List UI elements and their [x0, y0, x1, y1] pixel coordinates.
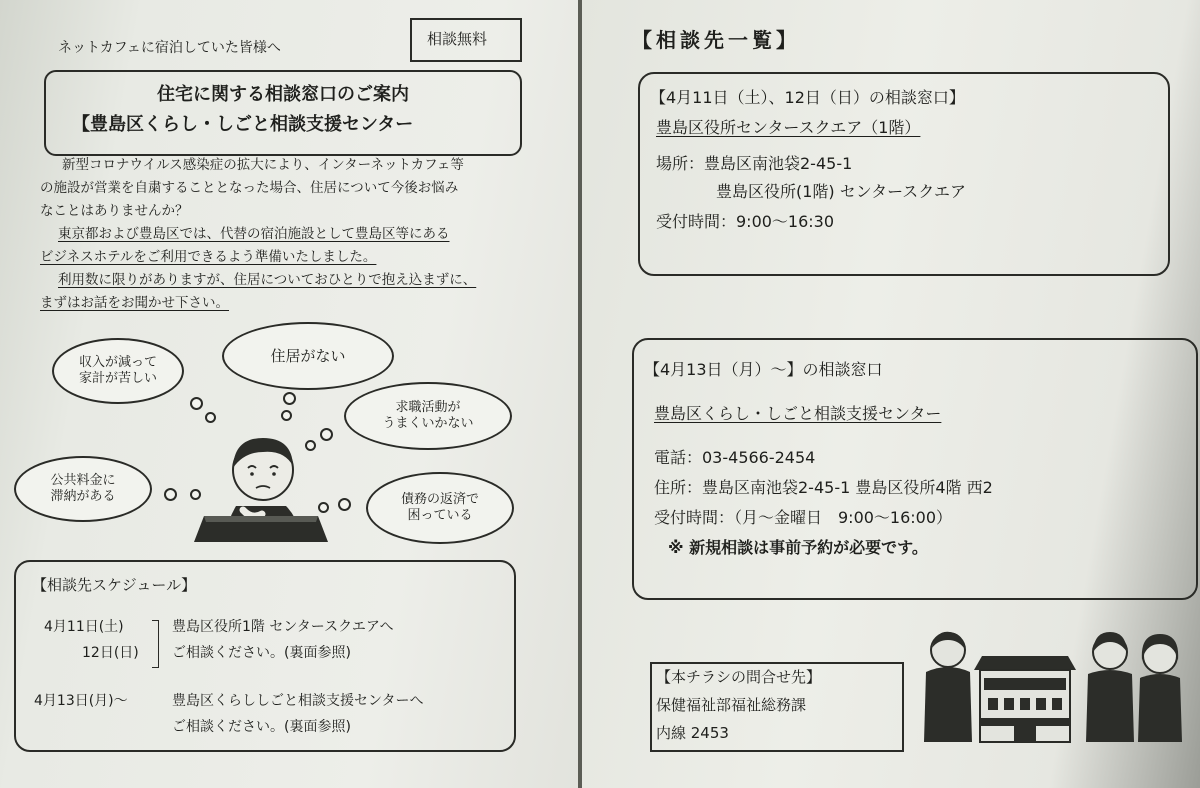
thought-dot [205, 412, 216, 423]
contact-heading: 【本チラシの問合せ先】 [656, 668, 822, 686]
box2-hours: 受付時間：（月～金曜日 9:00～16:00） [654, 508, 953, 527]
box-weekday-window [632, 338, 1198, 600]
schedule-date-1: 4月11日(土) [44, 619, 124, 635]
schedule-place-1-line-1: 豊島区役所1階 センタースクエアへ [172, 619, 394, 635]
schedule-bracket [152, 620, 159, 668]
box2-venue: 豊島区くらし・しごと相談支援センター [654, 404, 942, 423]
schedule-place-1-line-2: ご相談ください。(裏面参照) [172, 645, 351, 661]
staff-figure-2 [1086, 632, 1134, 742]
body-line-5: ビジネスホテルをご利用できるよう準備いたしました。 [40, 249, 377, 265]
title-line-1: 住宅に関する相談窓口のご案内 [157, 84, 409, 105]
body-line-6: 利用数に限りがありますが、住居についておひとりで抱え込まずに、 [58, 272, 477, 288]
free-badge-label: 相談無料 [427, 30, 488, 48]
bubble-job: 求職活動が うまくいかない [344, 382, 512, 450]
schedule-date-2: 12日(日) [82, 645, 139, 661]
box1-header: 【4月11日（土）、12日（日）の相談窓口】 [650, 88, 965, 107]
body-line-1: 新型コロナウイルス感染症の拡大により、インターネットカフェ等 [62, 157, 464, 173]
schedule-place-2-line-1: 豊島区くらししごと相談支援センターへ [172, 693, 424, 709]
body-line-4: 東京都および豊島区では、代替の宿泊施設として豊島区等にある [58, 226, 450, 242]
box2-address: 住所：豊島区南池袋2-45-1 豊島区役所4階 西2 [654, 478, 993, 497]
bubble-debt: 債務の返済で 困っている [366, 472, 514, 544]
greeting: ネットカフェに宿泊していた皆様へ [58, 40, 281, 56]
right-heading: 【相談先一覧】 [632, 28, 800, 52]
left-page [0, 0, 578, 788]
contact-dept: 保健福祉部福祉総務課 [656, 696, 807, 714]
box1-place-line-2: 豊島区役所(1階) センタースクエア [716, 182, 966, 201]
staff-and-building-illustration [918, 626, 1188, 746]
thought-dot [164, 488, 177, 501]
box1-hours: 受付時間：9:00～16:30 [656, 212, 835, 231]
free-badge [410, 18, 522, 62]
title-box [44, 70, 522, 156]
body-line-3: なことはありませんか？ [40, 203, 189, 219]
right-page [582, 0, 1200, 788]
box2-header: 【4月13日（月）～】の相談窓口 [644, 360, 883, 379]
box-weekend-window [638, 72, 1170, 276]
bubble-income: 収入が減って 家計が苦しい [52, 338, 184, 404]
box2-phone: 電話：03-4566-2454 [654, 448, 816, 467]
staff-figure-3 [1138, 634, 1182, 742]
thought-dot [283, 392, 296, 405]
worried-person-illustration [188, 424, 338, 546]
bubble-no-home: 住居がない [222, 322, 394, 390]
thought-dot [281, 410, 292, 421]
bubble-utility: 公共料金に 滞納がある [14, 456, 152, 522]
body-line-2: の施設が営業を自粛することとなった場合、住居について今後お悩み [40, 180, 459, 196]
body-line-7: まずはお話をお聞かせ下さい。 [40, 295, 229, 311]
building-figure [974, 656, 1076, 742]
schedule-place-2-line-2: ご相談ください。(裏面参照) [172, 719, 351, 735]
thought-dot [190, 397, 203, 410]
contact-box [650, 662, 904, 752]
box2-note: ※ 新規相談は事前予約が必要です。 [668, 538, 928, 557]
staff-figure-1 [924, 632, 972, 742]
title-line-2: 【豊島区くらし・しごと相談支援センター [72, 114, 414, 135]
schedule-heading: 【相談先スケジュール】 [32, 576, 197, 594]
contact-ext: 内線 2453 [656, 724, 729, 742]
thought-dot [338, 498, 351, 511]
box1-venue: 豊島区役所センタースクエア（1階） [656, 118, 921, 137]
schedule-box [14, 560, 516, 752]
box1-place: 場所：豊島区南池袋2-45-1 [656, 154, 853, 173]
schedule-date-3: 4月13日(月)～ [34, 693, 128, 709]
